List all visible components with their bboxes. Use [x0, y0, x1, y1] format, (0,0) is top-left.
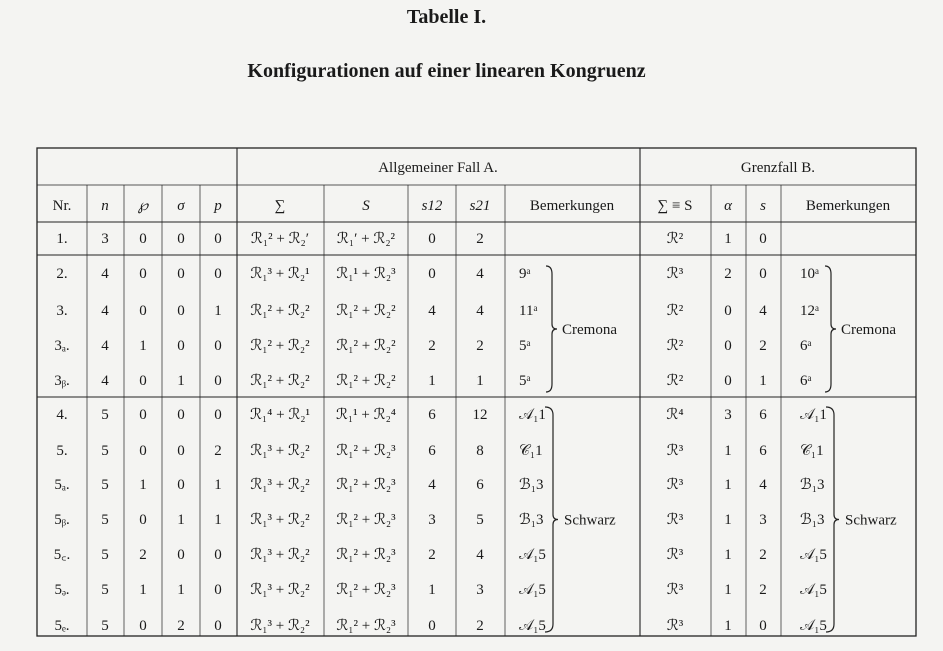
cell-alpha: 1	[724, 618, 732, 634]
cell-alpha: 1	[724, 582, 732, 598]
cell-wp: 0	[139, 266, 147, 282]
cell-S: ℛ₁¹ + ℛ₂⁴	[335, 407, 397, 423]
cell-sig: 1	[177, 512, 185, 528]
cell-p: 0	[214, 338, 222, 354]
cell-nr: 5ₑ.	[54, 618, 70, 634]
column-header-b: ∑ ≡ S	[657, 198, 693, 214]
cell-SumB: ℛ³	[666, 582, 684, 598]
brace-schwarz-b	[826, 407, 839, 632]
cell-bemA: 𝒜₁5	[519, 582, 546, 598]
cell-s: 2	[759, 547, 767, 563]
column-header-b: s	[760, 198, 766, 214]
cell-SumB: ℛ³	[666, 477, 684, 493]
cell-Sum: ℛ₁³ + ℛ₂¹	[250, 266, 310, 282]
cell-Sum: ℛ₁³ + ℛ₂²	[250, 443, 310, 459]
cell-wp: 0	[139, 303, 147, 319]
cell-n: 4	[101, 266, 109, 282]
cell-S: ℛ₁² + ℛ₂²	[336, 303, 396, 319]
cell-Sum: ℛ₁³ + ℛ₂²	[250, 477, 310, 493]
cell-bemA: 5ᵃ	[519, 338, 531, 354]
cell-s: 4	[759, 303, 767, 319]
cell-S: ℛ₁² + ℛ₂³	[336, 443, 396, 459]
cell-SumB: ℛ³	[666, 512, 684, 528]
cell-s21: 4	[476, 303, 484, 319]
cell-Sum: ℛ₁² + ℛ₂′	[250, 231, 310, 247]
cell-S: ℛ₁² + ℛ₂³	[336, 512, 396, 528]
cell-alpha: 0	[724, 338, 732, 354]
cell-alpha: 1	[724, 477, 732, 493]
cell-wp: 0	[139, 618, 147, 634]
cell-bemB: 𝒜₁1	[800, 407, 827, 423]
brace-label-schwarz-a: Schwarz	[564, 512, 616, 529]
cell-s12: 1	[428, 582, 436, 598]
cell-s: 0	[759, 231, 767, 247]
cell-nr: 1.	[56, 231, 68, 247]
cell-bemB: 𝒜₁5	[800, 547, 827, 563]
cell-s21: 4	[476, 266, 484, 282]
cell-s21: 8	[476, 443, 484, 459]
cell-wp: 0	[139, 443, 147, 459]
cell-s: 0	[759, 618, 767, 634]
cell-sig: 0	[177, 266, 185, 282]
cell-Sum: ℛ₁² + ℛ₂²	[250, 303, 310, 319]
column-header-a: n	[101, 198, 109, 214]
cell-S: ℛ₁² + ℛ₂³	[336, 582, 396, 598]
cell-wp: 0	[139, 231, 147, 247]
brace-cremona-a	[546, 266, 557, 392]
cell-nr: 5.	[56, 443, 68, 459]
column-header-a: Bemerkungen	[529, 198, 615, 214]
cell-S: ℛ₁′ + ℛ₂²	[336, 231, 396, 247]
cell-n: 5	[101, 512, 109, 528]
table-subheading: Konfigurationen auf einer linearen Kongruenz	[247, 60, 646, 82]
cell-Sum: ℛ₁³ + ℛ₂²	[250, 547, 310, 563]
cell-s12: 1	[428, 373, 436, 389]
cell-Sum: ℛ₁² + ℛ₂²	[250, 373, 310, 389]
cell-p: 0	[214, 407, 222, 423]
cell-n: 5	[101, 477, 109, 493]
cell-alpha: 1	[724, 512, 732, 528]
cell-sig: 0	[177, 477, 185, 493]
cell-p: 0	[214, 547, 222, 563]
cell-s12: 4	[428, 477, 436, 493]
brace-label-cremona-b: Cremona	[841, 322, 896, 338]
cell-s12: 2	[428, 338, 436, 354]
brace-cremona-b	[825, 266, 836, 392]
cell-s21: 12	[472, 407, 488, 423]
cell-Sum: ℛ₁³ + ℛ₂²	[250, 512, 310, 528]
cell-s21: 1	[476, 373, 484, 389]
cell-nr: 3.	[56, 303, 68, 319]
cell-nr: 5꜀.	[53, 547, 71, 563]
cell-bemB: 10ᵃ	[800, 266, 820, 282]
cell-s21: 6	[476, 477, 484, 493]
cell-n: 4	[101, 338, 109, 354]
cell-alpha: 1	[724, 231, 732, 247]
cell-bemA: ℬ₁3	[519, 477, 544, 493]
cell-sig: 0	[177, 231, 185, 247]
cell-p: 2	[214, 443, 222, 459]
cell-s12: 6	[428, 443, 436, 459]
column-header-a: ℘	[137, 198, 149, 214]
cell-bemB: 12ᵃ	[800, 303, 820, 319]
cell-p: 0	[214, 231, 222, 247]
cell-s12: 2	[428, 547, 436, 563]
cell-S: ℛ₁² + ℛ₂²	[336, 373, 396, 389]
cell-bemA: 5ᵃ	[519, 373, 531, 389]
cell-alpha: 0	[724, 373, 732, 389]
cell-bemB: 𝒜₁5	[800, 618, 827, 634]
cell-bemA: 𝒞₁1	[519, 443, 543, 459]
group-header-general-case: Allgemeiner Fall A.	[378, 160, 498, 176]
cell-n: 4	[101, 303, 109, 319]
cell-S: ℛ₁² + ℛ₂³	[336, 618, 396, 634]
brace-label-cremona-a: Cremona	[562, 322, 617, 338]
cell-alpha: 1	[724, 547, 732, 563]
column-header-a: s21	[469, 198, 491, 214]
cell-n: 5	[101, 443, 109, 459]
cell-bemB: ℬ₁3	[800, 512, 825, 528]
cell-s21: 2	[476, 618, 484, 634]
cell-s21: 2	[476, 231, 484, 247]
brace-schwarz-a	[545, 407, 558, 632]
cell-wp: 0	[139, 373, 147, 389]
cell-s: 1	[759, 373, 767, 389]
cell-SumB: ℛ²	[666, 338, 684, 354]
cell-n: 5	[101, 407, 109, 423]
cell-s: 2	[759, 582, 767, 598]
cell-sig: 0	[177, 407, 185, 423]
cell-s: 6	[759, 443, 767, 459]
cell-alpha: 1	[724, 443, 732, 459]
cell-Sum: ℛ₁³ + ℛ₂²	[250, 582, 310, 598]
cell-Sum: ℛ₁⁴ + ℛ₂¹	[249, 407, 311, 423]
cell-Sum: ℛ₁² + ℛ₂²	[250, 338, 310, 354]
cell-nr: 2.	[56, 266, 68, 282]
cell-p: 1	[214, 477, 222, 493]
cell-bemA: 11ᵃ	[519, 303, 538, 319]
cell-Sum: ℛ₁³ + ℛ₂²	[250, 618, 310, 634]
cell-S: ℛ₁² + ℛ₂²	[336, 338, 396, 354]
cell-bemB: ℬ₁3	[800, 477, 825, 493]
cell-p: 0	[214, 266, 222, 282]
cell-sig: 0	[177, 303, 185, 319]
cell-bemA: 9ᵃ	[519, 266, 531, 282]
cell-bemB: 6ᵃ	[800, 338, 812, 354]
cell-n: 3	[101, 231, 109, 247]
cell-S: ℛ₁² + ℛ₂³	[336, 547, 396, 563]
cell-bemA: ℬ₁3	[519, 512, 544, 528]
cell-sig: 0	[177, 443, 185, 459]
column-header-b: α	[724, 198, 732, 214]
cell-sig: 1	[177, 582, 185, 598]
cell-p: 1	[214, 512, 222, 528]
cell-SumB: ℛ²	[666, 373, 684, 389]
cell-p: 0	[214, 373, 222, 389]
cell-s12: 6	[428, 407, 436, 423]
cell-SumB: ℛ³	[666, 547, 684, 563]
cell-S: ℛ₁¹ + ℛ₂³	[336, 266, 396, 282]
cell-p: 0	[214, 618, 222, 634]
cell-p: 0	[214, 582, 222, 598]
cell-SumB: ℛ³	[666, 443, 684, 459]
cell-p: 1	[214, 303, 222, 319]
cell-s12: 4	[428, 303, 436, 319]
cell-bemA: 𝒜₁1	[519, 407, 546, 423]
cell-s21: 5	[476, 512, 484, 528]
cell-s: 6	[759, 407, 767, 423]
cell-n: 5	[101, 547, 109, 563]
cell-n: 5	[101, 582, 109, 598]
cell-bemB: 6ᵃ	[800, 373, 812, 389]
cell-wp: 2	[139, 547, 147, 563]
column-header-a: s12	[421, 198, 443, 214]
cell-s12: 0	[428, 618, 436, 634]
cell-bemA: 𝒜₁5	[519, 618, 546, 634]
cell-nr: 3ₐ.	[54, 338, 70, 354]
cell-sig: 1	[177, 373, 185, 389]
table-heading: Tabelle I.	[406, 6, 487, 28]
cell-sig: 0	[177, 338, 185, 354]
cell-s12: 0	[428, 231, 436, 247]
cell-nr: 5ₐ.	[54, 477, 70, 493]
cell-nr: 5ₔ.	[54, 582, 70, 598]
cell-SumB: ℛ²	[666, 303, 684, 319]
cell-wp: 0	[139, 407, 147, 423]
cell-wp: 1	[139, 338, 147, 354]
cell-SumB: ℛ²	[666, 231, 684, 247]
cell-bemA: 𝒜₁5	[519, 547, 546, 563]
column-header-a: σ	[177, 198, 185, 214]
cell-wp: 1	[139, 477, 147, 493]
cell-alpha: 2	[724, 266, 732, 282]
cell-wp: 0	[139, 512, 147, 528]
cell-wp: 1	[139, 582, 147, 598]
cell-n: 4	[101, 373, 109, 389]
cell-s21: 4	[476, 547, 484, 563]
brace-label-schwarz-b: Schwarz	[845, 512, 897, 529]
column-header-a: p	[214, 198, 222, 214]
cell-sig: 0	[177, 547, 185, 563]
cell-s21: 2	[476, 338, 484, 354]
cell-alpha: 3	[724, 407, 732, 423]
cell-bemB: 𝒞₁1	[800, 443, 824, 459]
cell-s21: 3	[476, 582, 484, 598]
cell-nr: 3ᵦ.	[54, 373, 70, 389]
cell-S: ℛ₁² + ℛ₂³	[336, 477, 396, 493]
column-header-a: S	[362, 198, 370, 214]
cell-sig: 2	[177, 618, 185, 634]
cell-nr: 4.	[56, 407, 68, 423]
cell-SumB: ℛ⁴	[666, 407, 684, 423]
cell-s12: 3	[428, 512, 436, 528]
cell-s12: 0	[428, 266, 436, 282]
column-header-a: ∑	[274, 198, 286, 214]
cell-s: 2	[759, 338, 767, 354]
cell-SumB: ℛ³	[666, 266, 684, 282]
column-header-a: Nr.	[52, 198, 72, 214]
cell-alpha: 0	[724, 303, 732, 319]
cell-bemB: 𝒜₁5	[800, 582, 827, 598]
cell-s: 4	[759, 477, 767, 493]
column-header-b: Bemerkungen	[805, 198, 891, 214]
cell-nr: 5ᵦ.	[54, 512, 70, 528]
cell-s: 3	[759, 512, 767, 528]
cell-SumB: ℛ³	[666, 618, 684, 634]
group-header-limit-case: Grenzfall B.	[740, 160, 816, 176]
cell-n: 5	[101, 618, 109, 634]
cell-s: 0	[759, 266, 767, 282]
